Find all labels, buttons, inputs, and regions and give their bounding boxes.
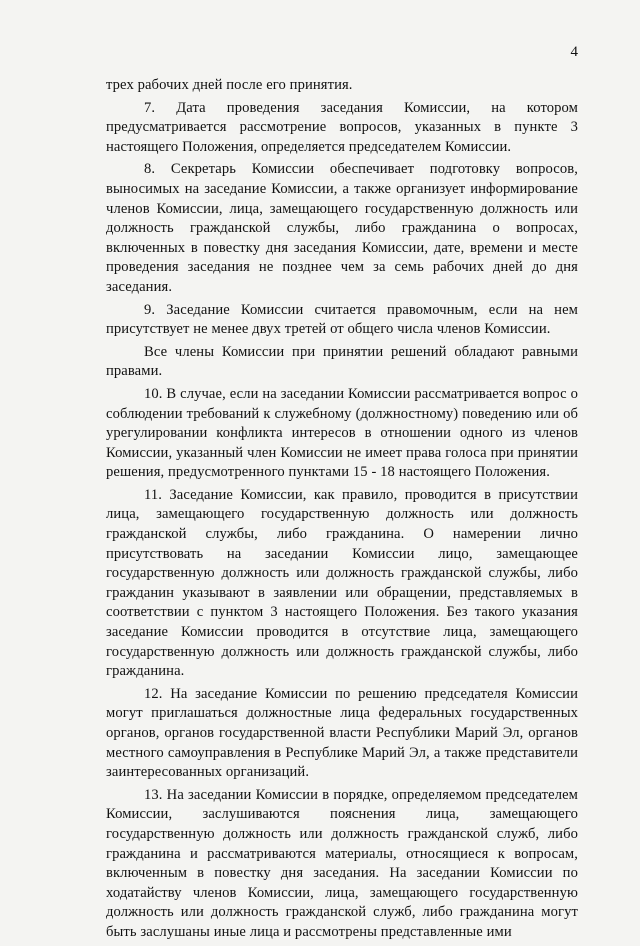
page-number: 4 xyxy=(570,44,578,60)
paragraph-13: 13. На заседании Комиссии в порядке, определяемом председателем Комиссии, заслушиваются пояснения лица, замещающего государственную должность или должность гражданской служб, либо гражданина и рассматриваются материалы, относящиеся к вопросам, включенным в повестку дня заседания. На заседании Комиссии по ходатайству членов Комиссии, лица, замещающего государственную должность или должность гражданской служб, либо гражданина могут быть заслушаны иные лица и рассмотрены представленные ими xyxy=(106,786,578,940)
paragraph-9-equal-rights: Все члены Комиссии при принятии решений обладают равными правами. xyxy=(106,343,578,380)
document-body xyxy=(106,76,578,946)
paragraph-9: 9. Заседание Комиссии считается правомочным, если на нем присутствует не менее двух третей от общего числа членов Комиссии. xyxy=(106,301,578,338)
paragraph-8: 8. Секретарь Комиссии обеспечивает подготовку вопросов, выносимых на заседание Комиссии, а также организует информирование членов Комиссии, лица, замещающего государственную должность или должность гражданской службы, либо гражданина о вопросах, включенных в повестку дня заседания Комиссии, дате, времени и месте проведения заседания не позднее чем за семь рабочих дней до дня заседания. xyxy=(106,161,578,295)
paragraph-7: 7. Дата проведения заседания Комиссии, на котором предусматривается рассмотрение вопросов, указанных в пункте 3 настоящего Положения, определяется председателем Комиссии. xyxy=(106,99,578,155)
paragraph-12: 12. На заседание Комиссии по решению председателя Комиссии могут приглашаться должностные лица федеральных государственных органов, органов государственной власти Республики Марий Эл, органов местного самоуправления в Республике Марий Эл, а также представители заинтересованных организаций. xyxy=(106,685,578,781)
paragraph-10: 10. В случае, если на заседании Комиссии рассматривается вопрос о соблюдении требований к служебному (должностному) поведению или об урегулировании конфликта интересов в отношении одного из членов Комиссии, указанный член Комиссии не имеет права голоса при принятии решения, предусмотренного пунктами 15 - 18 настоящего Положения. xyxy=(106,385,578,481)
paragraph-11: 11. Заседание Комиссии, как правило, проводится в присутствии лица, замещающего государственную должность или должность гражданской службы, либо гражданина. О намерении лично присутствовать на заседании Комиссии лицо, замещающее государственную должность или должность гражданской службы, либо гражданин указывают в заявлении или обращении, представляемых в соответствии с пунктом 3 настоящего Положения. Без такого указания заседание Комиссии проводится в отсутствие лица, замещающего государственную должность или должность гражданской службы, либо гражданина. xyxy=(106,486,578,680)
paragraph-continuation: трех рабочих дней после его принятия. xyxy=(106,77,353,93)
